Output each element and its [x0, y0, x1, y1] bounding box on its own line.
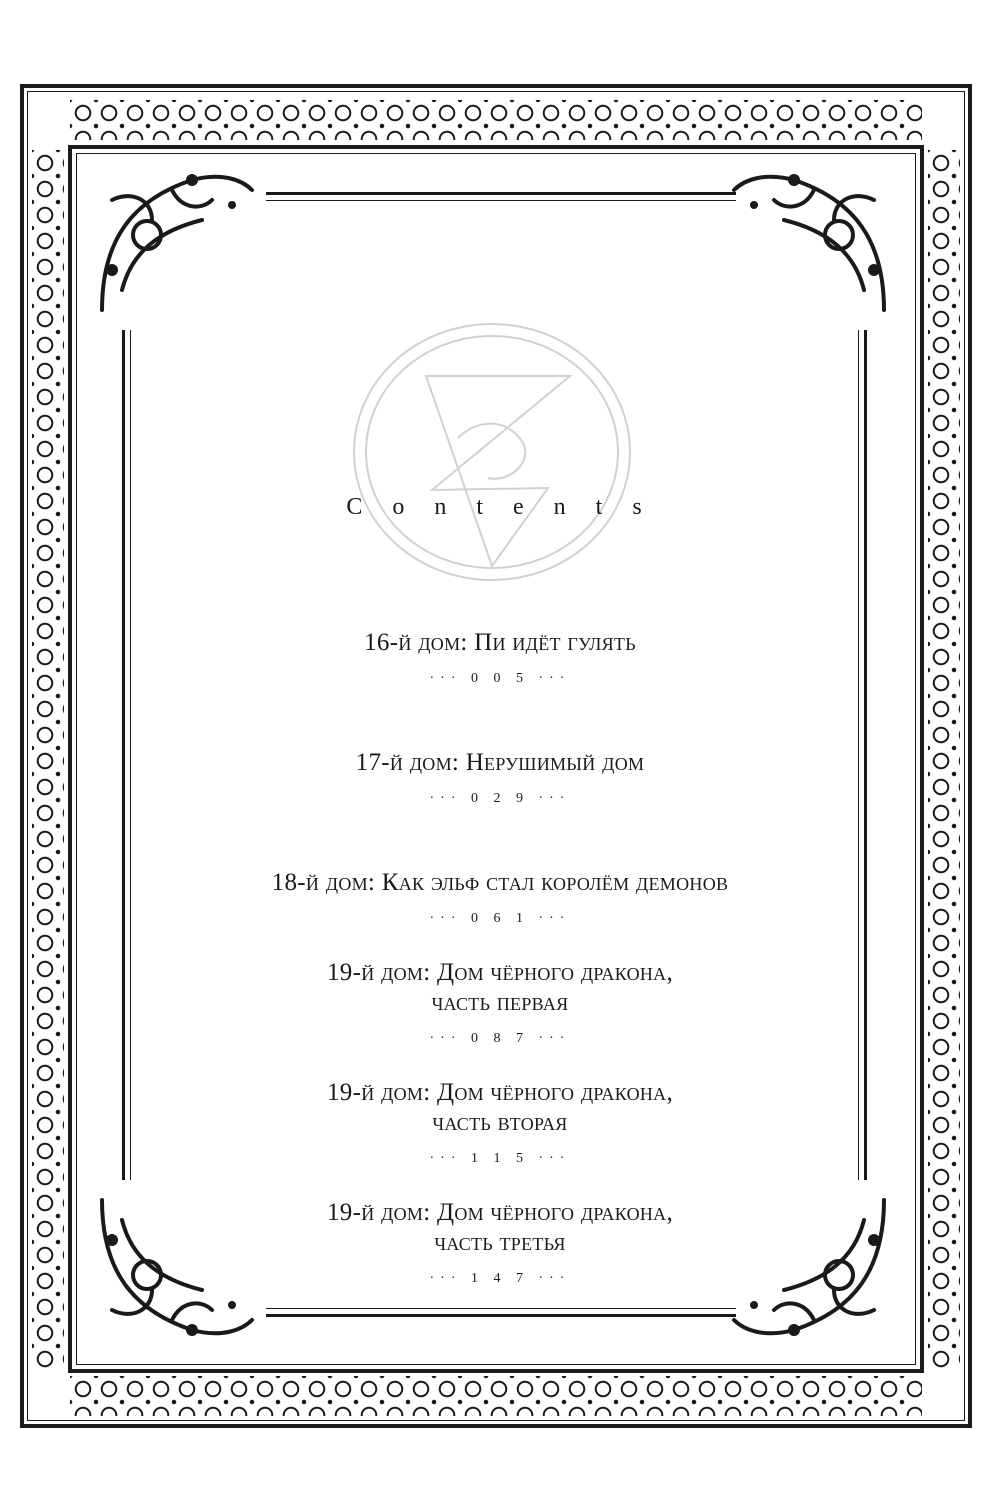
ornamental-border-right [928, 150, 960, 1368]
corner-flourish-icon [92, 160, 262, 320]
toc-entry-19-2[interactable] [110, 1078, 890, 1168]
bottom-rule-thin [266, 1308, 736, 1309]
toc-entry-title: 16-й дом: Пи идёт гулять [364, 629, 636, 656]
toc-entry-title: 17-й дом: Нерушимый дом [355, 749, 645, 776]
bottom-rule [266, 1314, 736, 1317]
toc-entry-page: ··· 0 2 9 ··· [429, 791, 571, 806]
corner-flourish-icon [724, 160, 894, 320]
ornamental-border-bottom [70, 1376, 922, 1416]
pentagram-seal-icon [348, 318, 636, 586]
toc-entry-17[interactable] [110, 748, 890, 808]
ornamental-border-top [70, 100, 922, 140]
toc-entry-title-line1: 19-й дом: Дом чёрного дракона, [326, 1079, 674, 1106]
toc-entry-page: ··· 1 1 5 ··· [429, 1151, 571, 1166]
toc-entry-page: ··· 0 0 5 ··· [429, 671, 571, 686]
top-rule [266, 192, 736, 195]
toc-entry-page: ··· 1 4 7 ··· [429, 1271, 571, 1286]
toc-entry-page: ··· 0 6 1 ··· [429, 911, 571, 926]
toc-entry-title-line1: 19-й дом: Дом чёрного дракона, [326, 959, 674, 986]
toc-entry-19-3[interactable] [110, 1198, 890, 1288]
toc-entry-title-line2: часть первая [431, 989, 569, 1016]
top-rule-thin [266, 200, 736, 201]
toc-entry-page: ··· 0 8 7 ··· [429, 1031, 571, 1046]
toc-entry-19-1[interactable] [110, 958, 890, 1048]
toc-entry-18[interactable] [110, 868, 890, 928]
toc-entry-title-line2: часть третья [434, 1229, 566, 1256]
ornamental-border-left [32, 150, 64, 1368]
toc-entry-title-line1: 19-й дом: Дом чёрного дракона, [326, 1199, 674, 1226]
toc-entry-title-line2: часть вторая [432, 1109, 568, 1136]
toc-entry-16[interactable] [110, 628, 890, 688]
contents-heading: Contents [346, 494, 672, 520]
toc-entry-title: 18-й дом: Как эльф стал королём демонов [271, 869, 729, 896]
